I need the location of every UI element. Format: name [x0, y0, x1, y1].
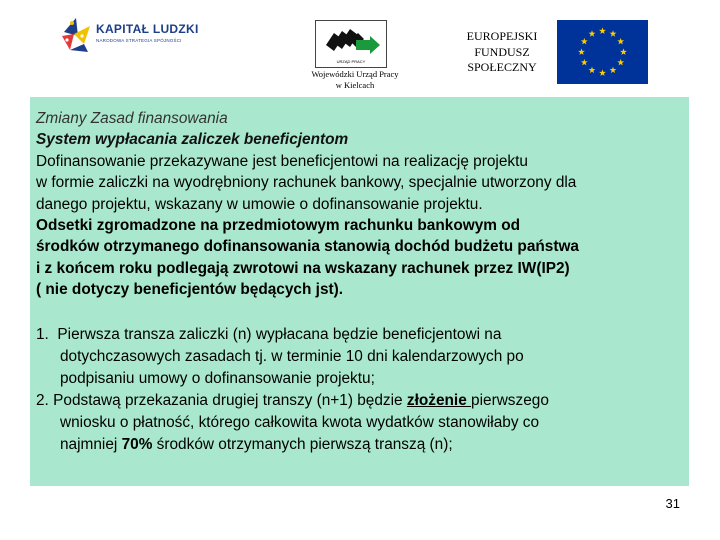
eu-star-icon — [610, 30, 617, 37]
paragraph-line-1: Dofinansowanie przekazywane jest beneficjentowi na realizację projektu — [36, 152, 528, 170]
bold-line-2: środków otrzymanego dofinansowania stanowią dochód budżetu państwa — [36, 238, 579, 256]
wup-name-line2: w Kielcach — [335, 80, 375, 90]
eu-star-icon — [617, 38, 624, 45]
kapital-ludzki-logo — [60, 14, 200, 54]
bold-line-3: i z końcem roku podlegają zwrotowi na wskazany rachunek przez IW(IP2) — [36, 259, 570, 277]
paragraph-line-2: w formie zaliczki na wyodrębniony rachunek bankowy, specjalnie utworzony dla — [36, 174, 577, 192]
slide-subtitle: System wypłacania zaliczek beneficjentom — [36, 131, 349, 149]
eu-stars — [557, 20, 648, 84]
bold-line-4: ( nie dotyczy beneficjentów będących jst). — [36, 281, 344, 299]
list-item-2 — [36, 390, 686, 456]
kapital-ludzki-title: KAPITAŁ LUDZKI — [96, 22, 199, 36]
eu-fund-line3: SPOŁECZNY — [467, 60, 537, 74]
list-item-1-first-line: Pierwsza transza zaliczki (n) wypłacana będzie beneficjentowi na — [57, 326, 502, 343]
list-item-2-line-2: wniosku o płatność, którego całkowita kwota wydatków stanowiłaby co — [60, 414, 540, 431]
wup-name-line1: Wojewódzki Urząd Pracy — [311, 69, 399, 79]
list-item-2-percent: 70% — [121, 436, 153, 453]
intro-text-block — [36, 108, 686, 301]
wup-name — [300, 69, 410, 91]
eu-star-icon — [599, 69, 606, 76]
eu-star-icon — [620, 48, 627, 55]
list-item-2-first-after: pierwszego — [471, 392, 549, 409]
eu-flag-icon — [557, 20, 648, 84]
wup-cards-icon — [316, 21, 386, 67]
wup-logo — [315, 20, 387, 68]
list-item-2-line-3-after: środków otrzymanych pierwszą transzą (n); — [152, 436, 453, 453]
list-item-2-line-3 — [36, 434, 686, 456]
eu-star-icon — [617, 59, 624, 66]
list-item-2-number: 2. — [36, 392, 49, 409]
eu-star-icon — [581, 38, 588, 45]
list-item-1-line-2: dotychczasowych zasadach tj. w terminie 10 dni kalendarzowych po — [60, 348, 524, 365]
page-number: 31 — [665, 496, 680, 511]
eu-fund-line1: EUROPEJSKI — [466, 29, 538, 43]
eu-star-icon — [599, 27, 606, 34]
bold-line-1: Odsetki zgromadzone na przedmiotowym rachunku bankowym od — [36, 217, 521, 235]
list-item-2-first-before: Podstawą przekazania drugiej transzy (n+1) będzie — [53, 392, 407, 409]
eu-star-icon — [610, 67, 617, 74]
eu-star-icon — [589, 30, 596, 37]
list-item-1-number: 1. — [36, 326, 49, 343]
eu-star-icon — [578, 48, 585, 55]
wup-sign-text: URZĄD PRACY — [336, 59, 366, 64]
eu-fund-line2: FUNDUSZ — [474, 44, 530, 59]
eu-star-icon — [581, 59, 588, 66]
numbered-list — [36, 324, 686, 456]
slide-title: Zmiany Zasad finansowania — [36, 110, 228, 127]
kapital-ludzki-emblem-icon — [60, 14, 94, 54]
list-item-1-line-3: podpisaniu umowy o dofinansowanie projektu; — [60, 370, 375, 387]
list-item-2-emphasis: złożenie — [406, 392, 472, 409]
kapital-ludzki-subtitle: NARODOWA STRATEGIA SPÓJNOŚCI — [96, 38, 182, 43]
list-item-2-line-3-before: najmniej — [60, 436, 122, 453]
paragraph-line-3: danego projektu, wskazany w umowie o dofinansowanie projektu. — [36, 195, 483, 213]
list-item-1 — [36, 324, 686, 390]
eu-fund-text — [452, 29, 552, 76]
content-panel — [30, 97, 689, 486]
eu-star-icon — [589, 67, 596, 74]
